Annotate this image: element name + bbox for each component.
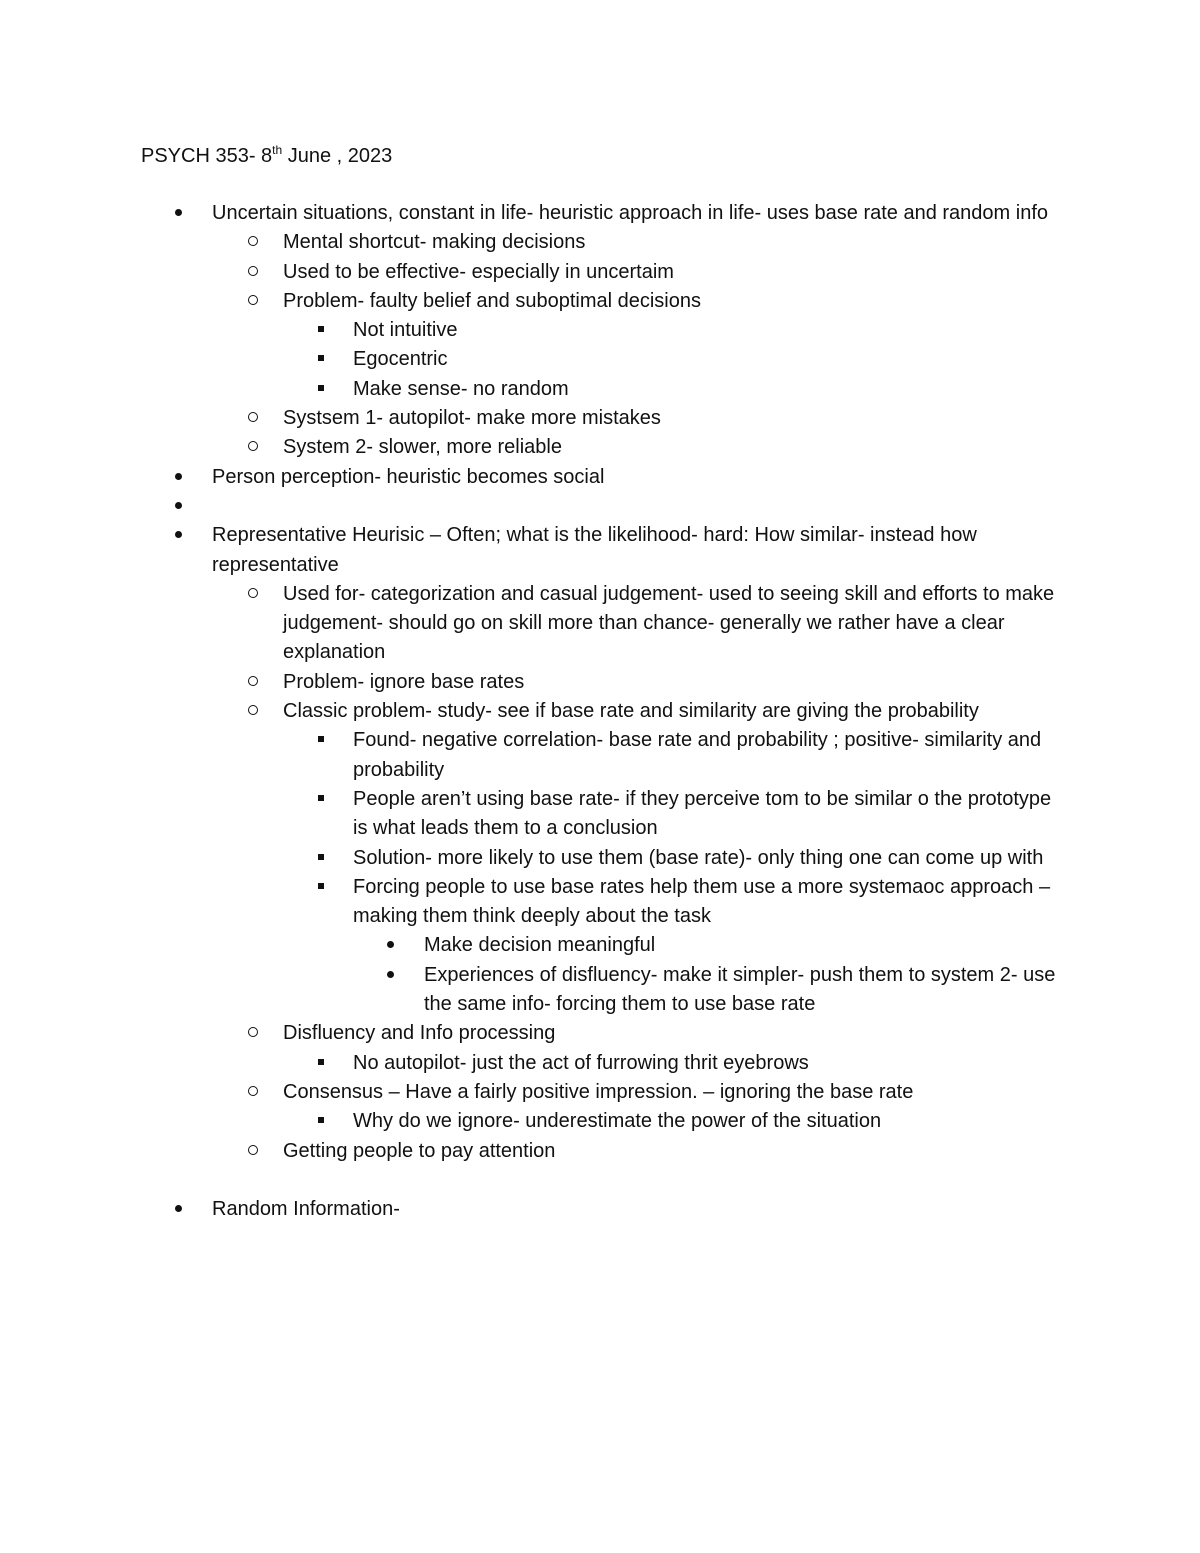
bullet-circle-icon xyxy=(248,588,258,598)
page-title xyxy=(141,142,392,171)
notes-list xyxy=(0,199,1200,1224)
bullet-circle-icon xyxy=(248,441,258,451)
list-item: Solution- more likely to use them (base rate)- only thing one can come up with xyxy=(353,844,1063,873)
bullet-square-icon xyxy=(318,326,324,332)
bullet-square-icon xyxy=(318,854,324,860)
list-item: Representative Heurisic – Often; what is the likelihood- hard: How similar- instead how representative xyxy=(212,521,1062,580)
bullet-square-icon xyxy=(318,736,324,742)
list-item: Random Information- xyxy=(212,1195,1062,1224)
title-superscript: th xyxy=(272,143,283,157)
bullet-dot-icon xyxy=(175,531,182,538)
bullet-dot-icon xyxy=(175,1205,182,1212)
list-item: Found- negative correlation- base rate and probability ; positive- similarity and probability xyxy=(353,726,1063,785)
list-item: Problem- faulty belief and suboptimal decisions xyxy=(283,287,1063,316)
title-prefix: PSYCH 353- 8 xyxy=(141,145,273,167)
bullet-square-icon xyxy=(318,795,324,801)
list-item: Make decision meaningful xyxy=(424,931,1064,960)
bullet-circle-icon xyxy=(248,295,258,305)
bullet-circle-icon xyxy=(248,412,258,422)
list-item: Getting people to pay attention xyxy=(283,1137,1063,1166)
list-item: Classic problem- study- see if base rate and similarity are giving the probability xyxy=(283,697,1063,726)
list-item: Make sense- no random xyxy=(353,375,1063,404)
list-item: Not intuitive xyxy=(353,316,1063,345)
list-item: Uncertain situations, constant in life- heuristic approach in life- uses base rate and random info xyxy=(212,199,1062,228)
bullet-dot-icon xyxy=(387,971,394,978)
bullet-circle-icon xyxy=(248,266,258,276)
list-item: People aren’t using base rate- if they perceive tom to be similar o the prototype is what leads them to a conclusion xyxy=(353,785,1063,844)
list-item: Systsem 1- autopilot- make more mistakes xyxy=(283,404,1063,433)
bullet-circle-icon xyxy=(248,1145,258,1155)
list-item: Used to be effective- especially in uncertaim xyxy=(283,258,1063,287)
bullet-square-icon xyxy=(318,355,324,361)
list-item: No autopilot- just the act of furrowing thrit eyebrows xyxy=(353,1049,1063,1078)
bullet-dot-icon xyxy=(175,502,182,509)
bullet-circle-icon xyxy=(248,1027,258,1037)
title-suffix: June , 2023 xyxy=(282,145,393,167)
list-item: Why do we ignore- underestimate the power of the situation xyxy=(353,1107,1063,1136)
bullet-dot-icon xyxy=(387,941,394,948)
list-item: Problem- ignore base rates xyxy=(283,668,1063,697)
bullet-dot-icon xyxy=(175,209,182,216)
bullet-circle-icon xyxy=(248,705,258,715)
list-item: Person perception- heuristic becomes social xyxy=(212,463,1062,492)
bullet-dot-icon xyxy=(175,473,182,480)
list-item: Egocentric xyxy=(353,345,1063,374)
list-item: Used for- categorization and casual judgement- used to seeing skill and efforts to make judgement- should go on skill more than chance- generally we rather have a clear explanation xyxy=(283,580,1063,668)
list-item: Experiences of disfluency- make it simpler- push them to system 2- use the same info- forcing them to use base rate xyxy=(424,961,1064,1020)
bullet-square-icon xyxy=(318,1117,324,1123)
bullet-circle-icon xyxy=(248,676,258,686)
bullet-square-icon xyxy=(318,883,324,889)
bullet-square-icon xyxy=(318,385,324,391)
bullet-square-icon xyxy=(318,1059,324,1065)
list-item: Consensus – Have a fairly positive impression. – ignoring the base rate xyxy=(283,1078,1063,1107)
list-item: Mental shortcut- making decisions xyxy=(283,228,1063,257)
list-item: Forcing people to use base rates help them use a more systemaoc approach – making them think deeply about the task xyxy=(353,873,1063,932)
bullet-circle-icon xyxy=(248,1086,258,1096)
list-item: System 2- slower, more reliable xyxy=(283,433,1063,462)
list-item-empty xyxy=(212,492,1062,521)
list-item: Disfluency and Info processing xyxy=(283,1019,1063,1048)
bullet-circle-icon xyxy=(248,236,258,246)
